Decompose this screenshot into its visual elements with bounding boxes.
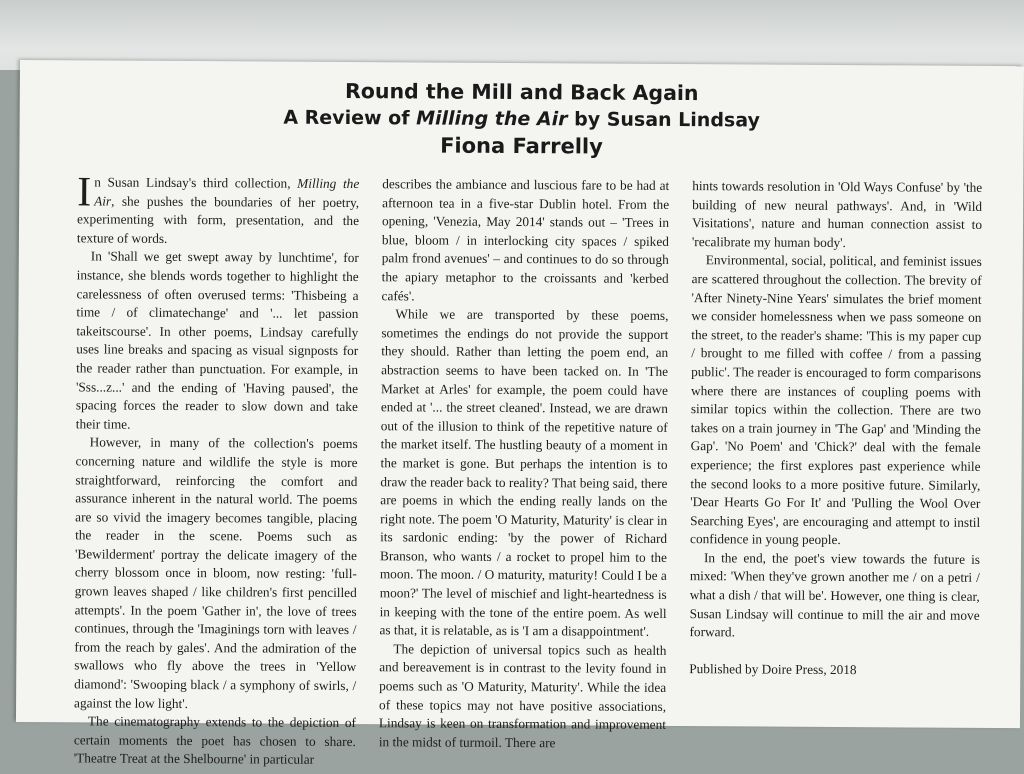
paragraph: While we are transported by these poems, sometimes the endings do not provide the support they should. Rather than letting the poem end, an abstraction seems to have been tacked on. In 'The Market at Arles' for example, the poem could have ended at '... the street cleaned'. Instead, we are drawn out of the illusion to think of the repetitive nature of the market itself. The hustling beauty of a moment in the market is gone. But perhaps the intention is to draw the reader back to reality? That being said, there are poems in which the ending really lands on the right note. The poem 'O Maturity, Maturity' is clear in its sardonic ending: 'by the power of Richard Branson, who wants / a rocket to propel him to the moon. The moon. / O maturity, maturity! Could I be a moon?' The level of mischief and light-heartedness is in keeping with the tone of the entire poem. As well as that, it is relatable, as is 'I am a disappointment'. (379, 306, 669, 640)
paragraph: In 'Shall we get swept away by lunchtime', for instance, she blends words together to highlight the carelessness of often overused terms: 'Thisbeing a time / of climatechange' and '... let passion takeitscourse'. In other poems, Lindsay carefully uses line breaks and spacing as visual signposts for the reader rather than punctuation. For example, in 'Sss...z...' and the ending of 'Having paused', the spacing forces the reader to slow down and take their time. (75, 248, 359, 432)
text-run: n Susan Lindsay's third collection, (94, 174, 298, 191)
column-1 (73, 169, 360, 770)
scanner-background (0, 0, 1024, 70)
paragraph: The cinematography extends to the depiction of certain moments the poet has chosen to share. 'Theatre Treat at the Shelbourne' in particular (73, 713, 357, 768)
subtitle-suffix: by Susan Lindsay (567, 108, 760, 132)
paragraph (76, 169, 360, 249)
magazine-page (16, 60, 1024, 768)
column-3 (689, 177, 982, 680)
publisher-credit: Published by Doire Press, 2018 (689, 660, 857, 677)
paragraph: The depiction of universal topics such as health and bereavement is in contrast to the levity found in poems such as 'O Maturity, Maturity'. While the idea of these topics may not have positive associations, Lindsay is keen on transformation and improvement in the midst of turmoil. There are (378, 641, 667, 751)
paragraph: However, in many of the collection's poems concerning nature and wildlife the style is more straightforward, reinforcing the comfort and assurance inherent in the natural world. The poems are so vivid the imagery becomes tangible, placing the reader in the scene. Poems such as 'Bewilderment' portray the delicate imagery of the cherry blossom once in bloom, now resting: 'full-grown leaves shaped / like children's first pencilled attempts'. In the poem 'Gather in', the love of trees continues, through the 'Imaginings torn with leaves / from the reach by gales'. And the admiration of the swallows who fly above the trees in 'Yellow diamond': 'Swooping black / a symphony of swirls, / against the low light'. (74, 434, 358, 711)
paragraph: Environmental, social, political, and feminist issues are scattered throughout the collection. The brevity of 'After Ninety-Nine Years' simulates the brief moment we consider homelessness when we pass someone on the street, to the reader's shame: 'This is my paper cup / brought to me filled with coffee / from a passing public'. The reader is encouraged to form comparisons where there are instances of coupling poems with similar topics within the collection. There are two takes on a train journey in 'The Gap' and 'Minding the Gap'. 'No Poem' and 'Chick?' deal with the female experience; the first explores past experience while the second looks to a more positive future. Similarly, 'Dear Hearts Go For It' and 'Pulling the Wool Over Searching Eyes', are encouraging and attempt to instil confidence in young people. (690, 252, 982, 548)
book-title: Milling the Air (416, 107, 568, 131)
paragraph: hints towards resolution in 'Old Ways Confuse' by 'the building of new neural pathways'. And, in 'Wild Visitations', nature and human connection assist to 'recalibrate my human body'. (691, 178, 983, 250)
drop-cap: I (77, 169, 92, 216)
column-2 (379, 175, 670, 753)
paragraph: In the end, the poet's view towards the future is mixed: 'When they've grown another me / on a petri / what a dish / that will be'. However, one thing is clear, Susan Lindsay will continue to mill the air and move forward. (689, 550, 981, 640)
article-header (19, 76, 1023, 163)
article-author: Fiona Farrelly (440, 133, 603, 159)
book-title-inline: Milling the Air (94, 175, 360, 209)
paragraph: describes the ambiance and luscious fare to be had at afternoon tea in a five-star Dublin hotel. From the opening, 'Venezia, May 2014' stands out – 'Trees in blue, bloom / in interlocking city spaces / spiked palm frond avenues' – and continues to do so through the apiary metaphor to the croissants and 'kerbed cafés'. (381, 176, 670, 303)
subtitle-prefix: A Review of (283, 106, 417, 130)
article-title: Round the Mill and Back Again (344, 78, 699, 106)
text-run: , she pushes the boundaries of her poetry, experimenting with form, presentation, and the texture of words. (76, 193, 360, 246)
